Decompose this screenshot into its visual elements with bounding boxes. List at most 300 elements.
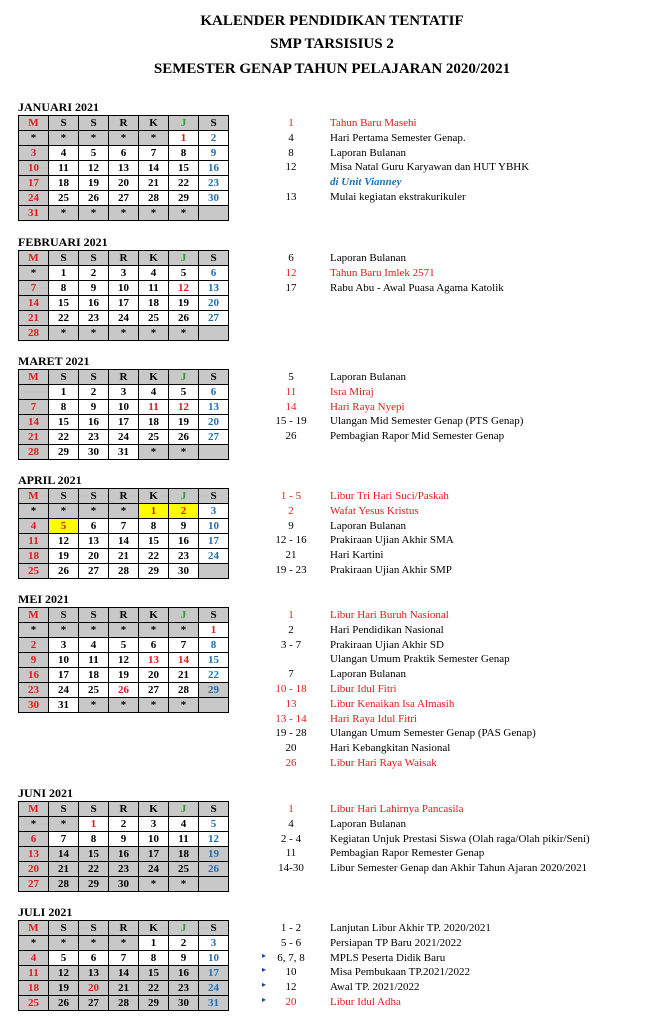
calendar-day-cell: 31 [109,445,139,460]
weekday-header: J [169,116,199,131]
calendar-day-cell: 22 [199,668,229,683]
calendar-day-cell: 24 [109,311,139,326]
event-description: Hari Raya Idul Fitri [330,712,418,725]
calendar-day-cell: 4 [19,519,49,534]
calendar-day-cell: 31 [19,206,49,221]
event-row [0,802,664,817]
calendar-day-cell: * [79,623,109,638]
calendar-day-cell: * [49,326,79,341]
calendar-day-cell: 17 [49,668,79,683]
calendar-day-cell: 23 [169,549,199,564]
month-name: JANUARI 2021 [18,100,99,114]
calendar-day-cell: 1 [139,936,169,951]
month-name: JUNI 2021 [18,786,74,800]
event-row [0,160,664,175]
calendar-day-cell: 6 [19,832,49,847]
calendar-day-cell: * [49,206,79,221]
event-row [0,548,664,563]
calendar-day-cell: 22 [139,549,169,564]
calendar-day-cell: 9 [79,400,109,415]
calendar-day-cell: 9 [169,519,199,534]
calendar-day-cell: 15 [139,534,169,549]
calendar-day-cell: 19 [169,296,199,311]
calendar-day-cell: 20 [199,415,229,430]
calendar-day-cell: 13 [19,847,49,862]
calendar-day-cell: 3 [199,504,229,519]
calendar-day-cell: 7 [109,951,139,966]
calendar-day-cell: 30 [109,877,139,892]
calendar-day-cell: 26 [79,191,109,206]
calendar-day-cell: 5 [199,817,229,832]
event-row [0,489,664,504]
calendar-day-cell: 31 [49,698,79,713]
event-row [0,652,664,667]
calendar-day-cell: 12 [109,653,139,668]
event-date: 1 - 5 [280,490,302,502]
event-date: 6 [288,252,294,264]
calendar-day-cell: 4 [139,266,169,281]
event-description: Prakiraan Ujian Akhir SMA [330,534,454,547]
event-description: Libur Semester Genap dan Akhir Tahun Ajaran 2020/2021 [330,862,588,875]
calendar-day-cell: 12 [49,534,79,549]
calendar-day-cell: * [109,698,139,713]
event-description: di Unit Vianney [330,176,402,189]
calendar-day-cell [199,877,229,892]
calendar-day-cell: 11 [79,653,109,668]
calendar-day-cell: 1 [79,817,109,832]
calendar-day-cell: 2 [109,817,139,832]
month-name: FEBRUARI 2021 [18,235,108,249]
calendar-day-cell: * [79,698,109,713]
event-row [0,116,664,131]
calendar-day-cell: 6 [79,951,109,966]
month-events-list [0,489,664,578]
event-description: Pembagian Rapor Remester Genap [330,847,485,860]
calendar-day-cell: 10 [199,951,229,966]
calendar-day-cell: * [19,131,49,146]
calendar-day-cell: 22 [49,311,79,326]
calendar-day-cell: * [49,936,79,951]
calendar-day-cell: * [169,698,199,713]
weekday-header: R [109,251,139,266]
calendar-day-cell: 2 [199,131,229,146]
event-row [0,563,664,578]
calendar-day-cell: 17 [199,534,229,549]
weekday-header: S [199,608,229,623]
calendar-day-cell: 18 [79,668,109,683]
calendar-day-cell [199,206,229,221]
calendar-day-cell: 23 [19,683,49,698]
calendar-day-cell: 16 [169,966,199,981]
calendar-day-cell: 21 [169,668,199,683]
event-row [0,832,664,847]
calendar-day-cell: 8 [49,400,79,415]
weekday-header: S [199,116,229,131]
event-date: 26 [285,756,297,769]
event-date: 1 [288,117,294,129]
calendar-day-cell: 13 [109,161,139,176]
month-name: APRIL 2021 [18,473,82,487]
event-date: 13 [285,190,297,203]
event-row [0,429,664,444]
weekday-header: M [19,370,49,385]
calendar-day-cell: 27 [79,996,109,1011]
calendar-day-cell: 25 [169,862,199,877]
calendar-day-cell: 5 [49,951,79,966]
calendar-day-cell [199,326,229,341]
calendar-day-cell: 28 [109,996,139,1011]
event-date: 3 - 7 [280,638,302,651]
calendar-day-cell: 4 [79,638,109,653]
calendar-day-cell: 26 [169,311,199,326]
calendar-day-cell: * [19,623,49,638]
calendar-day-cell: 12 [79,161,109,176]
event-date: 14-30 [278,862,304,875]
calendar-day-cell: 6 [199,385,229,400]
calendar-day-cell: * [109,504,139,519]
event-row [0,726,664,741]
month-name: MARET 2021 [18,354,90,368]
calendar-day-cell: 27 [199,430,229,445]
calendar-day-cell: * [49,623,79,638]
weekday-header: M [19,608,49,623]
calendar-day-cell: 8 [49,281,79,296]
event-date: 2 [288,504,294,517]
event-description: Misa Pembukaan TP.2021/2022 [330,966,471,979]
weekday-header: S [49,608,79,623]
weekday-header: R [109,608,139,623]
calendar-day-cell: 11 [139,400,169,415]
calendar-day-cell: 22 [49,430,79,445]
calendar-day-cell: 7 [109,519,139,534]
weekday-header: J [169,251,199,266]
calendar-day-cell: * [19,817,49,832]
calendar-day-cell: 21 [19,311,49,326]
event-date: 13 [285,697,297,710]
event-row [0,370,664,385]
event-row [0,756,664,771]
calendar-day-cell: 9 [19,653,49,668]
calendar-day-cell: 8 [139,951,169,966]
event-description: Persiapan TP Baru 2021/2022 [330,936,462,949]
event-row [0,251,664,266]
calendar-day-cell: 20 [139,668,169,683]
event-description: Mulai kegiatan ekstrakurikuler [330,190,466,203]
calendar-day-cell: 18 [139,296,169,311]
calendar-day-cell: 1 [49,385,79,400]
calendar-day-cell: * [109,326,139,341]
calendar-day-cell: 30 [199,191,229,206]
calendar-day-cell: * [79,936,109,951]
calendar-day-cell: 25 [19,996,49,1011]
calendar-day-cell: 6 [79,519,109,534]
event-row [0,965,664,980]
calendar-day-cell: 26 [199,862,229,877]
event-date: 21 [285,549,297,562]
calendar-day-cell: * [79,504,109,519]
weekday-header: K [139,370,169,385]
event-description: Libur Hari Raya Waisak [330,756,437,769]
calendar-day-cell: 11 [139,281,169,296]
calendar-day-cell: 19 [79,176,109,191]
calendar-day-cell: 3 [109,266,139,281]
event-date: 4 [288,817,294,830]
document-title-line2: SMP TARSISIUS 2 [270,36,394,52]
event-date: 7 [288,668,294,681]
weekday-header: J [169,370,199,385]
calendar-day-cell: 28 [19,326,49,341]
calendar-day-cell: 27 [199,311,229,326]
event-description: Laporan Bulanan [330,371,407,383]
calendar-day-cell: 27 [139,683,169,698]
calendar-day-cell: 7 [19,400,49,415]
calendar-day-cell: 15 [49,296,79,311]
weekday-header: S [199,921,229,936]
calendar-day-cell: * [169,326,199,341]
event-date: 1 [288,609,294,621]
calendar-day-cell: * [109,936,139,951]
calendar-day-cell: 8 [169,146,199,161]
weekday-header: M [19,489,49,504]
calendar-day-cell: 12 [49,966,79,981]
weekday-header: K [139,802,169,817]
event-date: 15 - 19 [275,415,307,428]
event-date: 20 [285,995,297,1008]
event-date: 12 [285,981,297,994]
calendar-day-cell: * [79,131,109,146]
month-events-list [0,921,664,1010]
calendar-day-cell: 17 [109,296,139,311]
event-date: 8 [288,146,294,159]
weekday-header: S [79,116,109,131]
calendar-day-cell: 29 [199,683,229,698]
calendar-day-cell: * [139,445,169,460]
weekday-header: K [139,608,169,623]
calendar-day-cell: 27 [79,564,109,579]
calendar-day-cell: * [19,504,49,519]
calendar-day-cell: * [169,206,199,221]
calendar-day-cell: 6 [139,638,169,653]
month-events-list [0,370,664,444]
event-date: 12 [285,161,297,174]
event-description: Kegiatan Unjuk Prestasi Siswa (Olah raga/Olah pikir/Seni) [330,832,590,845]
event-description: Laporan Bulanan [330,668,407,681]
calendar-day-cell: * [109,206,139,221]
calendar-day-cell: 8 [199,638,229,653]
calendar-day-cell: * [139,877,169,892]
calendar-day-cell: 14 [109,534,139,549]
event-row [0,980,664,995]
calendar-day-cell: 13 [139,653,169,668]
weekday-header: K [139,489,169,504]
calendar-day-cell: 13 [79,966,109,981]
event-description: Hari Kartini [330,549,384,562]
calendar-day-cell: 24 [49,683,79,698]
calendar-day-cell: 17 [199,966,229,981]
event-description: Hari Kebangkitan Nasional [330,742,451,755]
calendar-day-cell: 11 [169,832,199,847]
calendar-day-cell: 22 [169,176,199,191]
calendar-day-cell: 12 [169,400,199,415]
event-description: Laporan Bulanan [330,252,407,264]
calendar-day-cell: 10 [19,161,49,176]
calendar-day-cell: 16 [79,415,109,430]
event-date: 17 [285,281,297,294]
event-row [0,400,664,415]
month-events-list [0,116,664,205]
calendar-day-cell: * [19,936,49,951]
calendar-day-cell: 7 [49,832,79,847]
event-row [0,146,664,161]
event-date: 4 [288,131,294,144]
calendar-day-cell: 3 [19,146,49,161]
calendar-day-cell: 30 [19,698,49,713]
event-description: Lanjutan Libur Akhir TP. 2020/2021 [330,922,491,934]
event-description: Laporan Bulanan [330,146,407,159]
marker-icon: ▸ [262,950,267,960]
calendar-day-cell: 29 [79,877,109,892]
calendar-day-cell: 14 [19,296,49,311]
calendar-day-cell: 31 [199,996,229,1011]
event-row [0,951,664,966]
calendar-day-cell: 17 [109,415,139,430]
event-row [0,712,664,727]
event-date: 14 [285,400,297,413]
event-description: Tahun Baru Imlek 2571 [330,266,435,279]
calendar-day-cell: 2 [169,504,199,519]
calendar-day-cell: 8 [139,519,169,534]
weekday-header: R [109,921,139,936]
event-row [0,697,664,712]
event-date: 1 [288,803,294,815]
calendar-day-cell: 14 [139,161,169,176]
calendar-day-cell: 23 [109,862,139,877]
event-description: Wafat Yesus Kristus [330,504,419,517]
marker-icon: ▸ [262,965,267,975]
month-events-list [0,802,664,876]
calendar-day-cell: 3 [139,817,169,832]
calendar-day-cell: 21 [19,430,49,445]
weekday-header: S [49,116,79,131]
calendar-day-cell: * [79,326,109,341]
weekday-header: S [79,489,109,504]
calendar-day-cell: 15 [169,161,199,176]
event-description: Rabu Abu - Awal Puasa Agama Katolik [330,281,504,294]
calendar-day-cell: 19 [199,847,229,862]
calendar-day-cell: 26 [109,683,139,698]
calendar-day-cell: 10 [139,832,169,847]
weekday-header: K [139,921,169,936]
event-description: Ulangan Umum Praktik Semester Genap [330,653,510,666]
calendar-day-cell: 9 [199,146,229,161]
calendar-day-cell: 19 [169,415,199,430]
calendar-day-cell: 15 [139,966,169,981]
event-description: MPLS Peserta Didik Baru [330,951,446,964]
calendar-day-cell: 5 [109,638,139,653]
weekday-header: S [79,608,109,623]
calendar-day-cell: 13 [79,534,109,549]
calendar-day-cell: 25 [19,564,49,579]
calendar-day-cell: 10 [109,281,139,296]
event-row [0,533,664,548]
calendar-day-cell: 9 [109,832,139,847]
calendar-day-cell: 10 [199,519,229,534]
event-date: 2 [288,623,294,636]
calendar-day-cell: 24 [19,191,49,206]
event-date: 10 [285,966,297,979]
event-description: Hari Raya Nyepi [330,400,405,413]
calendar-day-cell: 1 [199,623,229,638]
event-description: Awal TP. 2021/2022 [330,981,420,994]
weekday-header: S [79,921,109,936]
calendar-day-cell: * [49,131,79,146]
calendar-day-cell: * [139,131,169,146]
calendar-day-cell: * [139,206,169,221]
month-name: JULI 2021 [18,905,73,919]
calendar-day-cell: 7 [169,638,199,653]
event-date: 26 [285,430,297,443]
calendar-day-cell: * [139,623,169,638]
month-events-list [0,251,664,295]
calendar-day-cell: 25 [139,430,169,445]
event-row [0,175,664,190]
calendar-day-cell: 3 [199,936,229,951]
event-date: 9 [288,519,294,532]
calendar-day-cell: 25 [49,191,79,206]
calendar-day-cell: 21 [109,981,139,996]
event-row [0,995,664,1010]
calendar-day-cell: * [79,206,109,221]
calendar-day-cell: 15 [79,847,109,862]
calendar-day-cell: 15 [49,415,79,430]
calendar-day-cell: 10 [109,400,139,415]
calendar-day-cell: 23 [79,311,109,326]
calendar-day-cell: 10 [49,653,79,668]
weekday-header: S [199,489,229,504]
calendar-day-cell: 2 [79,385,109,400]
calendar-day-cell: 2 [79,266,109,281]
calendar-day-cell: 20 [79,981,109,996]
calendar-day-cell: 1 [49,266,79,281]
calendar-day-cell: 19 [109,668,139,683]
calendar-day-cell: 23 [79,430,109,445]
calendar-day-cell: 11 [49,161,79,176]
calendar-day-cell: 30 [79,445,109,460]
event-date: 11 [285,847,297,860]
event-row [0,682,664,697]
event-row [0,414,664,429]
calendar-day-cell: 8 [79,832,109,847]
event-row [0,638,664,653]
weekday-header: S [79,802,109,817]
calendar-day-cell: 15 [199,653,229,668]
event-date: 20 [285,742,297,755]
weekday-header: S [79,370,109,385]
calendar-day-cell: 29 [169,191,199,206]
weekday-header: S [49,370,79,385]
weekday-header: S [199,370,229,385]
marker-icon: ▸ [262,980,267,990]
calendar-day-cell: 7 [139,146,169,161]
event-description: Misa Natal Guru Karyawan dan HUT YBHK [330,161,530,174]
event-row [0,623,664,638]
calendar-day-cell: 12 [199,832,229,847]
calendar-day-cell: 3 [109,385,139,400]
calendar-day-cell: 29 [139,996,169,1011]
calendar-day-cell: 28 [109,564,139,579]
event-description: Libur Kenaikan Isa Almasih [330,697,455,710]
event-description: Hari Pertama Semester Genap. [330,131,466,144]
